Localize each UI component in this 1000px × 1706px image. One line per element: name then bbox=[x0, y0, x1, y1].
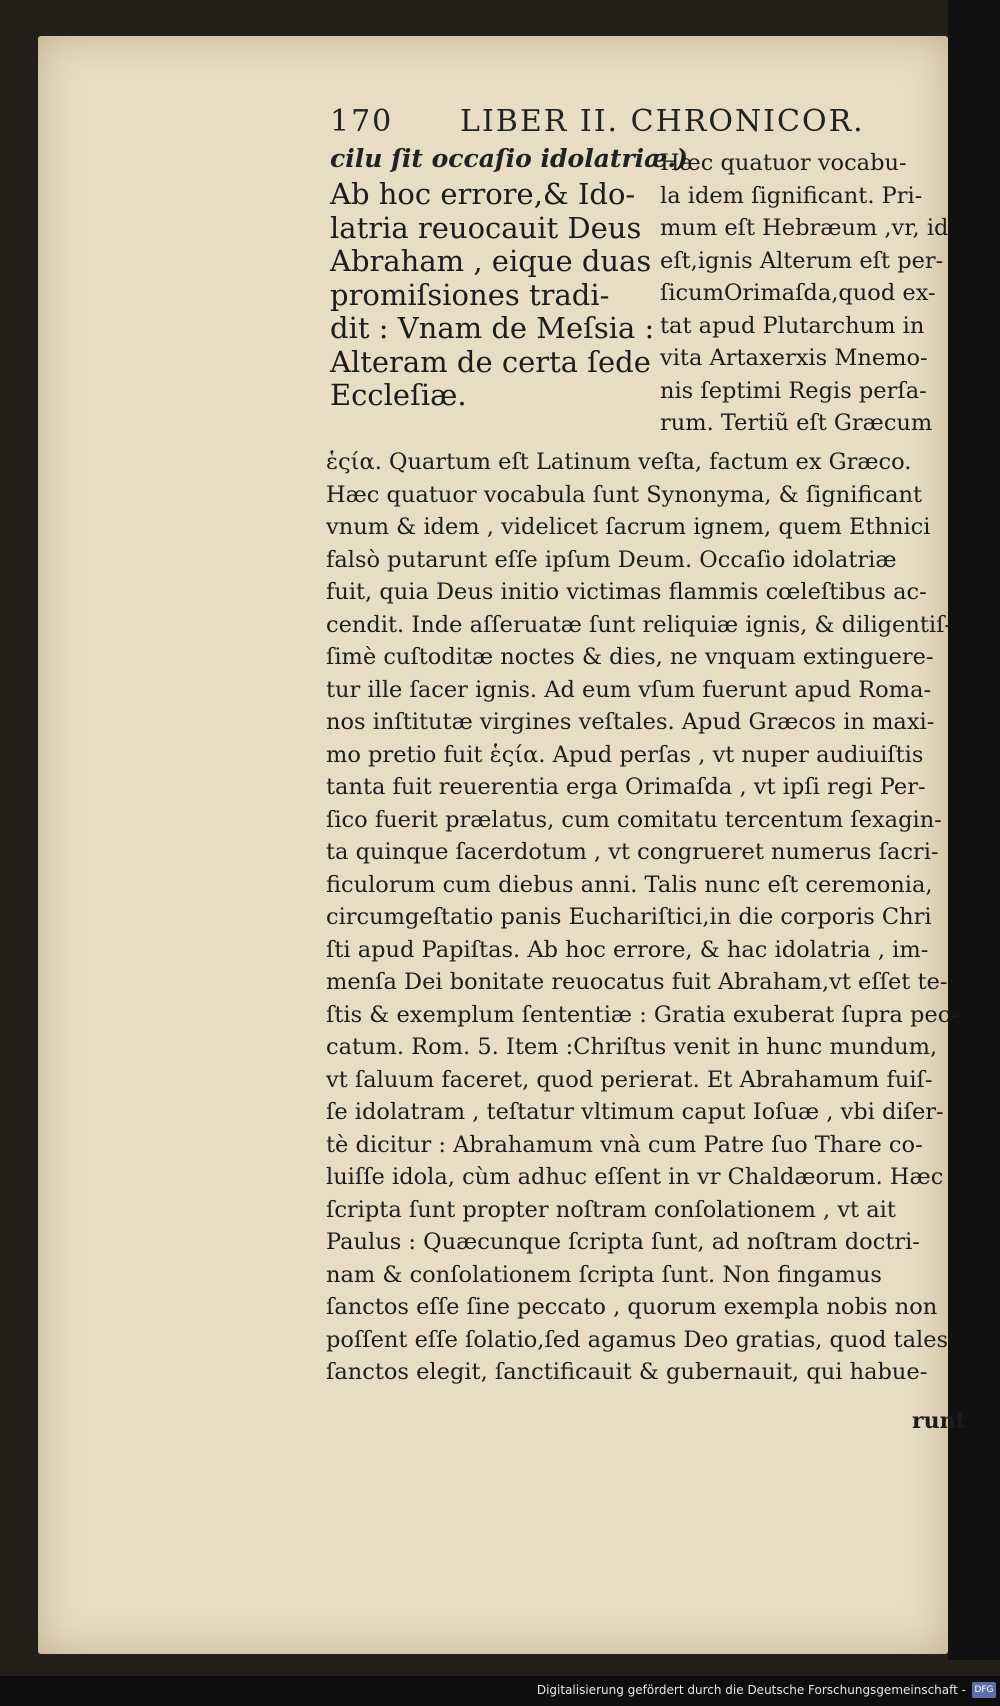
footer-credit: Digitalisierung gefördert durch die Deutsche Forschungsgemeinschaft - bbox=[536, 1683, 966, 1697]
right-line: eſt,ignis Alterum eſt per- bbox=[660, 247, 944, 274]
right-line: mum eſt Hebræum ,vr, id bbox=[660, 215, 949, 241]
left-line: promiſsiones tradi- bbox=[330, 277, 610, 312]
body-line: Paulus : Quæcunque ſcripta ſunt, ad noſtram doctri- bbox=[326, 1229, 920, 1255]
right-line: rum. Tertiũ eſt Græcum bbox=[660, 410, 933, 436]
body-line: tè dicitur : Abrahamum vnà cum Patre ſuo Thare co- bbox=[326, 1131, 923, 1158]
body-line: ἑςία. Quartum eſt Latinum veſta, factum ex Græco. bbox=[326, 449, 912, 475]
body-line: nam & conſolationem ſcripta ſunt. Non fingamus bbox=[326, 1261, 882, 1288]
digitization-footer bbox=[0, 1676, 1000, 1706]
page-number: 170 bbox=[330, 104, 394, 139]
body-line: ſanctos eſſe ſine peccato , quorum exempla nobis non bbox=[326, 1294, 938, 1320]
left-line: Abraham , eique duas bbox=[330, 244, 652, 278]
body-line: menſa Dei bonitate reuocatus fuit Abraham,vt eſſet te- bbox=[326, 969, 948, 995]
body-line: ſtis & exemplum ſententiæ : Gratia exuberat ſupra pec- bbox=[326, 1001, 958, 1028]
body-line: nos inſtitutæ virgines veſtales. Apud Græcos in maxi- bbox=[326, 709, 935, 735]
body-line: ſimè cuſtoditæ noctes & dies, ne vnquam extinguere- bbox=[326, 644, 934, 670]
body-line: luiſſe idola, cùm adhuc eſſent in vr Chaldæorum. Hæc bbox=[326, 1164, 944, 1190]
right-line: nis ſeptimi Regis perſa- bbox=[660, 377, 927, 404]
left-column bbox=[330, 177, 655, 413]
dfg-logo[interactable]: DFG bbox=[972, 1682, 996, 1698]
body-line: cendit. Inde aſſeruatæ ſunt reliquiæ ignis, & diligentiſ- bbox=[326, 611, 953, 638]
running-title: LIBER II. CHRONICOR. bbox=[460, 104, 865, 139]
left-line: latria reuocauit Deus bbox=[330, 210, 642, 245]
catchword: runt bbox=[912, 1408, 966, 1434]
body-line: ta quinque ſacerdotum , vt congrueret numerus ſacri- bbox=[326, 839, 939, 865]
body-line: vnum & idem , videlicet ſacrum ignem, quem Ethnici bbox=[326, 514, 931, 540]
body-line: ſanctos elegit, ſanctificauit & gubernauit, qui habue- bbox=[326, 1359, 928, 1385]
left-line: Ab hoc errore,& Ido- bbox=[330, 177, 636, 211]
body-line: ſico fuerit prælatus, cum comitatu tercentum ſexagin- bbox=[326, 806, 942, 833]
left-line: Eccleſiæ. bbox=[330, 378, 467, 412]
marginal-note: cilu ſit occaſio idolatriæ.) bbox=[330, 144, 688, 173]
left-line: Alteram de certa ſede bbox=[330, 344, 651, 379]
right-line: ſicumOrimaſda,quod ex- bbox=[660, 280, 936, 306]
right-column bbox=[660, 147, 960, 440]
right-line: tat apud Plutarchum in bbox=[660, 312, 925, 339]
body-line: tanta fuit reuerentia erga Orimaſda , vt ipſi regi Per- bbox=[326, 774, 926, 800]
left-line: dit : Vnam de Meſsia : bbox=[330, 311, 655, 345]
body-line: falsò putarunt eſſe ipſum Deum. Occaſio idolatriæ bbox=[326, 546, 897, 573]
right-line: Hæc quatuor vocabu- bbox=[660, 150, 907, 176]
body-line: tur ille ſacer ignis. Ad eum vſum fuerunt apud Roma- bbox=[326, 676, 932, 703]
body-line: mo pretio fuit ἑςία. Apud perſas , vt nuper audiuiſtis bbox=[326, 741, 924, 768]
main-body-text bbox=[326, 446, 966, 1389]
body-line: Hæc quatuor vocabula ſunt Synonyma, & ſignificant bbox=[326, 481, 923, 508]
body-line: vt ſaluum faceret, quod perierat. Et Abrahamum fuiſ- bbox=[326, 1066, 933, 1093]
body-line: ſe idolatram , teſtatur vltimum caput Ioſuæ , vbi diſer- bbox=[326, 1099, 944, 1125]
body-line: circumgeſtatio panis Euchariſtici,in die corporis Chri bbox=[326, 904, 932, 930]
body-line: catum. Rom. 5. Item :Chriſtus venit in hunc mundum, bbox=[326, 1034, 938, 1060]
right-line: vita Artaxerxis Mnemo- bbox=[660, 345, 928, 371]
body-line: ſcripta ſunt propter noſtram conſolationem , vt ait bbox=[326, 1196, 896, 1223]
body-line: fuit, quia Deus initio victimas flammis cœleſtibus ac- bbox=[326, 579, 927, 605]
body-line: ſti apud Papiſtas. Ab hoc errore, & hac idolatria , im- bbox=[326, 936, 929, 963]
right-line: la idem ſignificant. Pri- bbox=[660, 182, 923, 209]
body-line: poſſent eſſe ſolatio,ſed agamus Deo gratias, quod tales bbox=[326, 1326, 949, 1353]
body-line: ficulorum cum diebus anni. Talis nunc eſt ceremonia, bbox=[326, 871, 933, 898]
